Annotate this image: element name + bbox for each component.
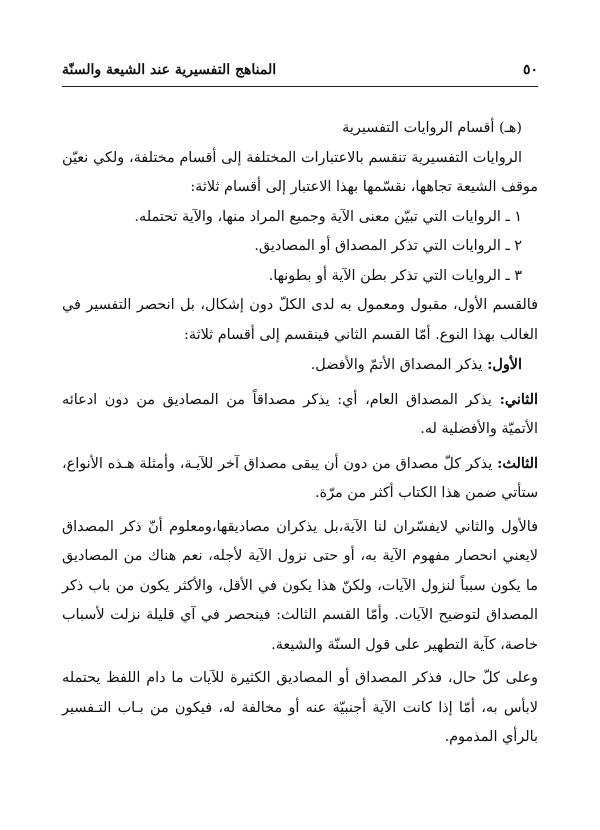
subtype-second (62, 385, 538, 445)
subtype-second-label: الثاني: (499, 390, 538, 408)
intro-paragraph: الروايات التفسيرية تنقسم بالاعتبارات المختلفة إلى أقسام مختلفة، ولكي نعيّن موقف الشيعة تجاهها، نقسّمها بهذا الاعتبار إلى أقسام ثلاثة: (62, 149, 538, 195)
subtype-first-text: يذكر المصداق الأتمّ والأفضل. (310, 357, 488, 373)
page-header (62, 58, 538, 82)
first-section-paragraph: فالقسم الأول، مقبول ومعمول به لدى الكلّ دون إشكال، بل انحصر التفسير في الغالب بهذا النوع. أمّا القسم الثاني فينقسم إلى أقسام ثلاثة: (62, 297, 538, 343)
page-body (62, 114, 538, 753)
section-title: (هـ) أقسام الروايات التفسيرية (342, 120, 522, 136)
conclusion-paragraph: وعلى كلّ حال، فذكر المصداق أو المصاديق الكثيرة للآيات ما دام اللفظ يحتمله لابأس به، أمّا إذا كانت الآية أجنبيّة عنه أو مخالفة له، فيكون من بـاب التـفسير بالرأي المذموم. (62, 670, 538, 745)
running-title: المناهج التفسيرية عند الشيعة والسنّة (62, 62, 277, 78)
subtype-second-text: يذكر المصداق العام، أي: يذكر مصداقاً من المصاديق من دون ادعائه الأتميّة والأفضلية له. (62, 391, 538, 437)
page-number: ٥٠ (522, 62, 538, 78)
subtype-third-label: الثالث: (497, 454, 538, 472)
list-item: ١ ـ الروايات التي تبيّن معنى الآية وجميع المراد منها، والآية تحتمله. (134, 208, 522, 225)
list-item: ٣ ـ الروايات التي تذكر بطن الآية أو بطونها. (268, 267, 522, 284)
discussion-paragraph: فالأول والثاني لايفسّران لنا الآية،بل يذكران مصاديقها،ومعلوم أنّ ذكر المصداق لايعني انحصار مفهوم الآية به، أو حتى نزول الآية لأجله، نعم هناك من المصاديق ما يكون سبباً لنزول الآيات، ولكنّ هذا يكون في الأقل، والأكثر يكون من باب ذكر المصداق لتوضيح الآيات. وأمّا القسم الثالث: فينحصر في آي قليلة نزلت لأسباب خاصة، كآية التطهير على قول السنّة والشيعة. (62, 518, 538, 653)
subtype-first-label: الأول: (487, 356, 522, 373)
subtype-first (62, 350, 538, 381)
list-item: ٢ ـ الروايات التي تذكر المصداق أو المصاديق. (254, 238, 522, 254)
header-rule (62, 86, 538, 87)
subtype-third-text: يذكر كلّ مصداق من دون أن يبقى مصداق آخر للآيـة، وأمثلة هـذه الأنواع، ستأتي ضمن هذا الكتاب أكثر من مرّة. (62, 455, 538, 501)
subtype-third (62, 449, 538, 509)
